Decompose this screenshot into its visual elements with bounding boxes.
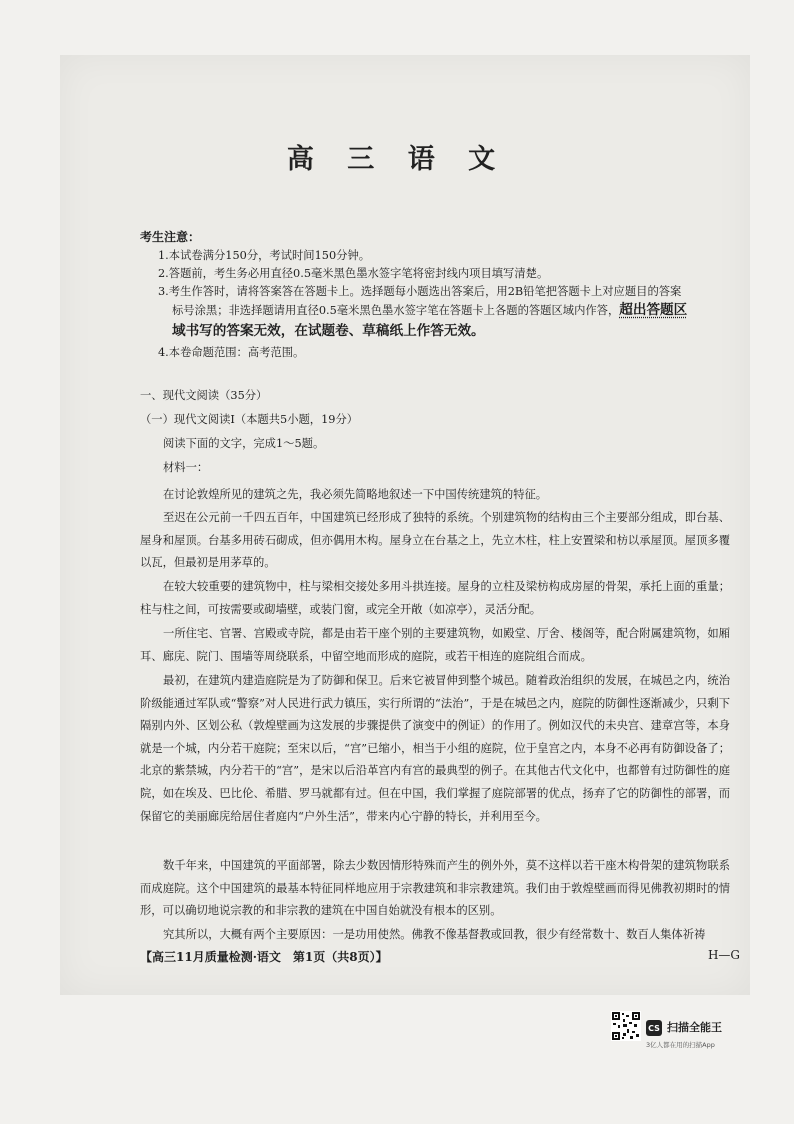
footer-code: H—G: [707, 948, 740, 962]
section-heading: 一、现代文阅读（35分）: [140, 389, 268, 402]
notice-item: 1.本试卷满分150分，考试时间150分钟。: [158, 249, 371, 262]
qr-code-icon: [611, 1011, 641, 1041]
footer-text: 【高三11月质量检测·语文 第1页（共8页）】: [140, 950, 388, 964]
notice-emphasis-cont: 域书写的答案无效，在试题卷、草稿纸上作答无效。: [172, 323, 485, 339]
notice-block: [140, 228, 750, 362]
page-footer: [140, 948, 740, 965]
notice-item: 3.考生作答时，请将答案答在答题卡上。选择题每小题选出答案后，用2B铅笔把答题卡上对应题目的答案: [158, 285, 682, 298]
paragraph: 至迟在公元前一千四五百年，中国建筑已经形成了独特的系统。个别建筑物的结构由三个主要部分组成，即台基、屋身和屋顶。台基多用砖石砌成，但亦偶用木构。屋身立在台基之上，先立木柱，柱上安置梁和枋以承屋顶。屋顶多覆以瓦，但最初是用茅草的。: [140, 511, 730, 570]
notice-emphasis: 超出答题区: [619, 302, 688, 318]
notice-heading: 考生注意：: [140, 230, 201, 244]
subsection-heading: （一）现代文阅读Ⅰ（本题共5小题，19分）: [140, 413, 359, 426]
material-label: 材料一：: [163, 461, 209, 474]
paragraph: 在讨论敦煌所见的建筑之先，我必须先简略地叙述一下中国传统建筑的特征。: [163, 488, 548, 501]
notice-item: 2.答题前，考生务必用直径0.5毫米黑色墨水签字笔将密封线内项目填写清楚。: [158, 267, 549, 280]
notice-item-cont: [140, 301, 750, 320]
paragraph: 数千年来，中国建筑的平面部署，除去少数因情形特殊而产生的例外外，莫不这样以若干座木构骨架的建筑物联系而成庭院。这个中国建筑的最基本特征同样地应用于宗教建筑和非宗教建筑。我们由于敦煌壁画而得见佛教初期时的情形，可以确切地说宗教的和非宗教的建筑在中国自始就没有根本的区别。: [140, 859, 730, 918]
paragraph: 最初，在建筑内建造庭院是为了防御和保卫。后来它被冒伸到整个城邑。随着政治组织的发展，在城邑之内，统治阶级能通过军队或“警察”对人民进行武力镇压，实行所谓的“法治”，于是在城邑之内，庭院的防御性逐渐减少，只剩下隔别内外、区划公私（敦煌壁画为这发展的步骤提供了演变中的例证）的作用了。例如汉代的未央宫、建章宫等，本身就是一个城，内分若干庭院；至宋以后，“宫”已缩小，相当于小组的庭院，位于皇宫之内，本身不必再有防御设备了；北京的紫禁城，内分若干的“宫”，是宋以后沿革宫内有宫的最典型的例子。在其他古代文化中，也都曾有过防御性的庭院，如在埃及、巴比伦、希腊、罗马就都有过。但在中国，我们掌握了庭院部署的优点，扬弃了它的防御性的部署，而保留它的美丽廊庑给居住者庭内“户外生活”，带来内心宁静的特长，并利用至今。: [140, 674, 730, 823]
notice-item: 4.本卷命题范围：高考范围。: [158, 346, 305, 359]
paragraph: 在较大较重要的建筑物中，柱与梁相交接处多用斗拱连接。屋身的立柱及梁枋构成房屋的骨架，承托上面的重量；柱与柱之间，可按需要或砌墙壁，或装门窗，或完全开敞（如凉亭），灵活分配。: [140, 580, 730, 616]
instruction: 阅读下面的文字，完成1～5题。: [163, 437, 325, 450]
page-title: 高 三 语 文: [286, 144, 508, 175]
paragraph: 一所住宅、官署、宫殿或寺院，都是由若干座个别的主要建筑物，如殿堂、厅舍、楼阁等，配合附属建筑物，如厢耳、廊庑、院门、围墙等周绕联系，中留空地而形成的庭院，或若干相连的庭院组合而成。: [140, 627, 730, 663]
camscanner-name: 扫描全能王: [667, 1021, 722, 1034]
notice-item-text: 标号涂黑；非选择题请用直径0.5毫米黑色墨水签字笔在答题卡上各题的答题区域内作答，: [172, 304, 620, 317]
camscanner-tagline: 3亿人都在用的扫描App: [646, 1041, 715, 1049]
paragraph: 究其所以，大概有两个主要原因：一是功用使然。佛教不像基督教或回教，很少有经常数十、数百人集体祈祷: [163, 928, 706, 941]
camscanner-logo-icon: CS: [646, 1020, 662, 1036]
